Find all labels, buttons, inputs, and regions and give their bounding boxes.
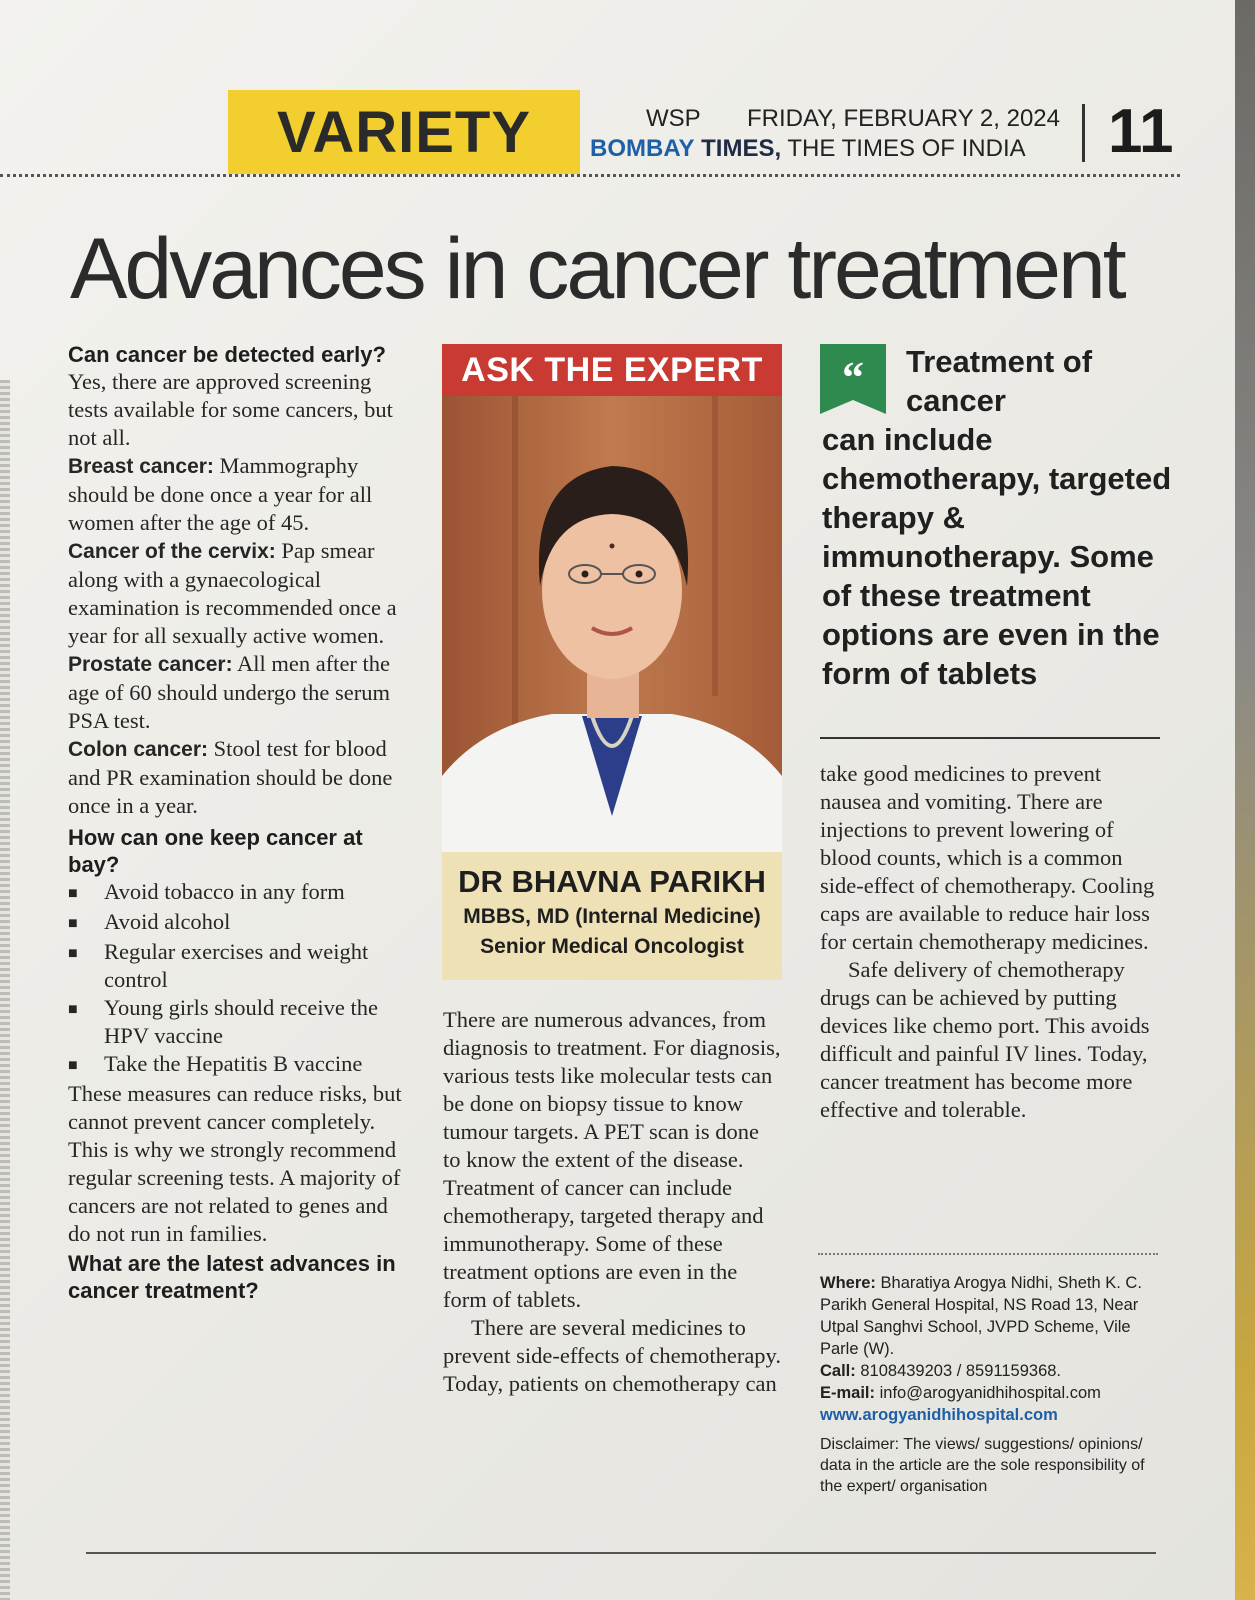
screening-label: Breast cancer: <box>68 455 214 478</box>
screening-label: Cancer of the cervix: <box>68 540 276 563</box>
contact-divider <box>818 1253 1158 1255</box>
masthead-divider <box>1082 104 1085 162</box>
background-strip <box>1235 0 1255 1600</box>
ask-the-expert-banner: ASK THE EXPERT <box>442 344 782 396</box>
paper-name-rest: THE TIMES OF INDIA <box>787 135 1026 162</box>
list-item-text: Avoid tobacco in any form <box>104 879 345 904</box>
list-item-text: Avoid alcohol <box>104 909 231 934</box>
question-heading: What are the latest advances in cancer treatment? <box>68 1251 396 1303</box>
paper-name <box>590 134 1060 164</box>
disclaimer: Disclaimer: The views/ suggestions/ opinions/ data in the article are the sole responsibility of the expert/ organisation <box>820 1436 1145 1495</box>
screening-label: Colon cancer: <box>68 738 209 761</box>
bullet-square-icon: ■ <box>68 1001 78 1018</box>
phone-label: Call: <box>820 1362 856 1380</box>
masthead-rule <box>0 174 1180 177</box>
list-item <box>68 938 408 994</box>
expert-name: DR BHAVNA PARIKH <box>458 864 766 899</box>
email <box>820 1382 1165 1404</box>
address-label: Where: <box>820 1274 876 1292</box>
pull-quote-text: can include chemotherapy, targeted therapy & immunotherapy. Some of these treatment options are even in the form of tablets <box>822 422 1172 691</box>
expert-photo <box>442 396 782 852</box>
body-paragraph: take good medicines to prevent nausea and vomiting. There are injections to prevent lowering of blood counts, which is a common side-effect of chemotherapy. Cooling caps are available to reduce hair loss for certain chemotherapy medicines. <box>820 761 1155 954</box>
bottom-rule <box>86 1552 1156 1554</box>
bullet-square-icon: ■ <box>68 945 78 962</box>
phone-text: 8108439203 / 8591159368. <box>860 1362 1062 1380</box>
measures-text: These measures can reduce risks, but cannot prevent cancer completely. This is why we strongly recommend regular screening tests. A majority of cancers are not related to genes and do not run in families. <box>68 1081 402 1246</box>
screening-item <box>68 650 408 735</box>
paper-name-bombay: BOMBAY <box>590 135 695 162</box>
page-number: 11 <box>1108 97 1174 166</box>
bullet-square-icon: ■ <box>68 915 78 932</box>
pull-quote <box>822 342 1172 693</box>
bullet-square-icon: ■ <box>68 885 78 902</box>
screening-text: Pap smear along with a gynaecological examination is recommended once a year for all sexually active women. <box>68 538 397 648</box>
email-label: E-mail: <box>820 1384 876 1402</box>
screening-text: Stool test for blood and PR examination should be done once in a year. <box>68 736 393 818</box>
list-item <box>68 878 408 908</box>
address <box>820 1272 1165 1360</box>
list-item <box>68 994 408 1050</box>
paper-name-times: TIMES, <box>701 135 782 162</box>
screening-item <box>68 452 408 537</box>
contact-info <box>820 1272 1165 1426</box>
website-link: www.arogyanidhihospital.com <box>820 1406 1058 1424</box>
body-paragraph: There are several medicines to prevent side-effects of chemotherapy. Today, patients on chemotherapy can <box>443 1315 781 1396</box>
expert-info <box>442 858 782 962</box>
question-heading: How can one keep cancer at bay? <box>68 825 363 877</box>
svg-text:“: “ <box>842 353 864 402</box>
headline: Advances in cancer treatment <box>70 221 1124 317</box>
list-item <box>68 908 408 938</box>
screening-label: Prostate cancer: <box>68 653 233 676</box>
pull-quote-rule <box>820 737 1160 739</box>
middle-column <box>443 1006 781 1398</box>
body-paragraph: There are numerous advances, from diagnosis to treatment. For diagnosis, various tests like molecular tests can be done on biopsy tissue to know tumour targets. A PET scan is done to know the extent of the disease. Treatment of cancer can include chemotherapy, targeted therapy and immunotherapy. Some of these treatment options are even in the form of tablets. <box>443 1007 781 1312</box>
expert-degree: MBBS, MD (Internal Medicine) <box>463 905 761 928</box>
screening-text: All men after the age of 60 should undergo the serum PSA test. <box>68 651 391 733</box>
list-item <box>68 1050 408 1080</box>
edition-code: WSP <box>646 105 701 132</box>
phone <box>820 1360 1165 1382</box>
page-edge <box>0 380 10 1600</box>
list-item-text: Young girls should receive the HPV vaccine <box>104 995 378 1048</box>
answer-text: Yes, there are approved screening tests available for some cancers, but not all. <box>68 369 393 450</box>
pull-quote-lead: Treatment of cancer <box>906 344 1093 418</box>
email-text: info@arogyanidhihospital.com <box>879 1384 1101 1402</box>
body-paragraph: Safe delivery of chemotherapy drugs can be achieved by putting devices like chemo port. This avoids difficult and painful IV lines. Today, cancer treatment has become more effective and tolerable. <box>820 957 1150 1122</box>
screening-item <box>68 537 408 650</box>
bullet-square-icon: ■ <box>68 1057 78 1074</box>
list-item-text: Take the Hepatitis B vaccine <box>104 1051 363 1076</box>
question-heading: Can cancer be detected early? <box>68 342 386 367</box>
right-column <box>820 760 1160 1124</box>
screening-text: Mammography should be done once a year for all women after the age of 45. <box>68 453 373 535</box>
left-column <box>68 341 408 1304</box>
masthead <box>590 104 1060 164</box>
expert-title: Senior Medical Oncologist <box>480 935 744 958</box>
section-tag: VARIETY <box>228 90 580 174</box>
address-text: Bharatiya Arogya Nidhi, Sheth K. C. Parikh General Hospital, NS Road 13, Near Utpal Sanghvi School, JVPD Scheme, Vile Parle (W). <box>820 1274 1142 1358</box>
issue-date: FRIDAY, FEBRUARY 2, 2024 <box>746 105 1060 132</box>
screening-item <box>68 735 408 820</box>
list-item-text: Regular exercises and weight control <box>104 939 369 992</box>
